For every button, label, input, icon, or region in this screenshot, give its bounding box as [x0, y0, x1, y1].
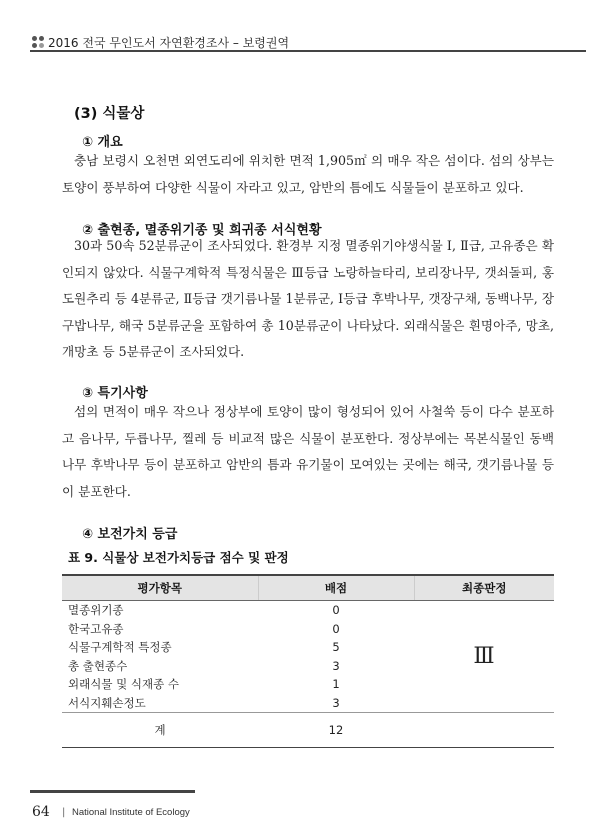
total-label: 계 — [62, 713, 258, 748]
overview-paragraph: 충남 보령시 오천면 외연도리에 위치한 면적 1,905㎡ 의 매우 작은 섬이다. 섬의 상부는 토양이 풍부하여 다양한 식물이 자라고 있고, 암반의 틈에도 식물들이 분포하고 있다. — [62, 153, 554, 195]
row-score: 0 — [332, 621, 340, 636]
table-row — [62, 601, 554, 620]
total-row — [62, 713, 554, 748]
header-score: 배점 — [258, 575, 414, 601]
row-item: 한국고유종 — [68, 621, 124, 636]
row-item: 외래식물 및 식재종 수 — [68, 677, 179, 692]
overview-heading: ① 개요 — [82, 135, 123, 150]
section-title: (3) 식물상 — [74, 106, 145, 122]
table-caption: 표 9. 식물상 보전가치등급 점수 및 판정 — [68, 550, 289, 565]
institute-name: National Institute of Ecology — [72, 807, 190, 818]
row-score: 5 — [332, 640, 340, 655]
row-score: 3 — [332, 658, 340, 673]
running-header — [30, 30, 586, 54]
page-footer — [30, 790, 586, 822]
row-item: 멸종위기종 — [68, 603, 124, 618]
final-grade: Ⅲ — [473, 644, 495, 669]
species-paragraph: 30과 50속 52분류군이 조사되었다. 환경부 지정 멸종위기야생식물 Ⅰ, Ⅱ급, 고유종은 확인되지 않았다. 식물구계학적 특정식물은 Ⅲ등급 노랑하늘타리, 보리장나무, 갯쇠돌피, 홍도원추리 등 4분류군, Ⅱ등급 갯기름나물 1분류군, Ⅰ등급 후박나무, 갯장구채, 동백나무, 장구밥나무, 해국 5분류군을 포함하여 총 10분류군이 나타났다. 외래식물은 흰명아주, 망초, 개망초 등 5분류군이 조사되었다. — [62, 238, 554, 359]
total-grade-cell — [414, 713, 554, 748]
table-header-row — [62, 575, 554, 601]
row-item: 식물구계학적 특정종 — [68, 640, 172, 655]
conservation-heading: ④ 보전가치 등급 — [82, 527, 178, 542]
total-score: 12 — [258, 713, 414, 748]
row-score: 0 — [332, 603, 340, 618]
header-item: 평가항목 — [62, 575, 258, 601]
features-paragraph: 섬의 면적이 매우 작으나 정상부에 토양이 많이 형성되어 있어 사철쑥 등이 다수 분포하고 음나무, 두릅나무, 찔레 등 비교적 많은 식물이 분포한다. 정상부에는 목본식물인 동백나무 후박나무 등이 분포하고 암반의 틈과 유기물이 모여있는 곳에는 해국, 갯기름나물 등이 분포한다. — [62, 404, 554, 499]
page-number: 64 — [32, 804, 50, 820]
row-item: 서식지훼손정도 — [68, 695, 146, 710]
features-heading: ③ 특기사항 — [82, 386, 148, 401]
footer-rule — [30, 790, 195, 793]
row-score: 3 — [332, 695, 340, 710]
row-item: 총 출현종수 — [68, 658, 128, 673]
footer-separator: | — [62, 807, 66, 818]
assessment-table — [62, 574, 554, 748]
dots-icon — [32, 36, 46, 50]
header-title: 2016 전국 무인도서 자연환경조사 – 보령권역 — [48, 36, 290, 50]
header-rule — [30, 50, 586, 52]
header-grade: 최종판정 — [414, 575, 554, 601]
row-score: 1 — [332, 677, 340, 692]
species-heading: ② 출현종, 멸종위기종 및 희귀종 서식현황 — [82, 223, 322, 238]
